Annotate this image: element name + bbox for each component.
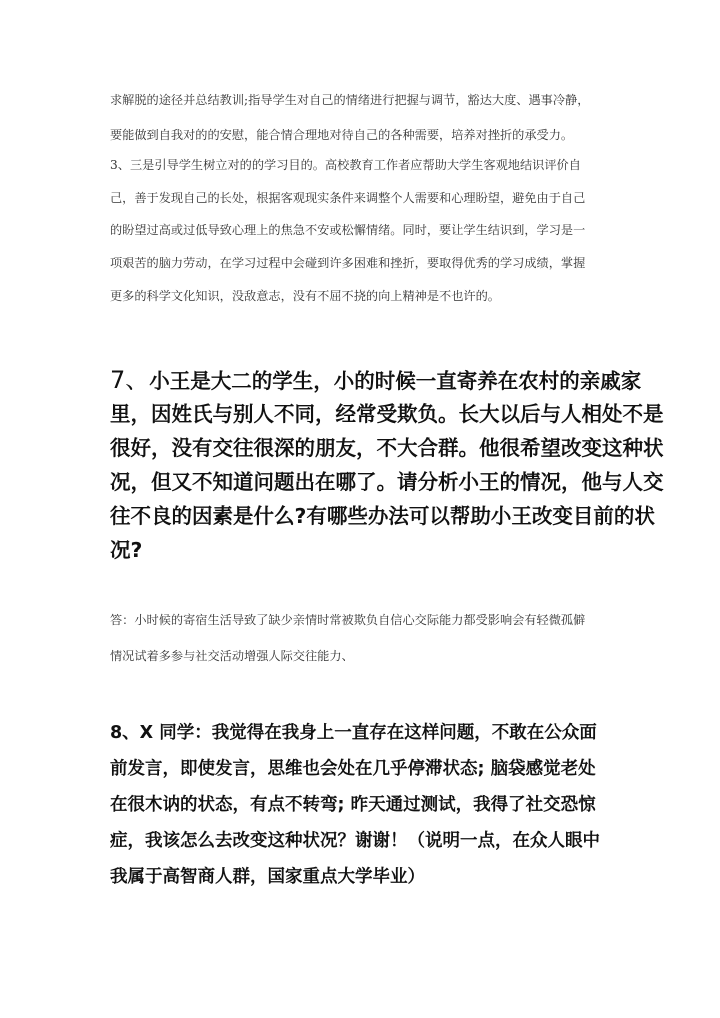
question-7-line: 况，但又不知道问题出在哪了。请分析小王的情况，他与人交	[110, 470, 664, 494]
question-7-number: 7、	[110, 366, 150, 394]
answer-7-line: 答：小时候的寄宿生活导致了缺少亲情时常被欺负自信心交际能力都受影响会有轻微孤僻	[110, 613, 586, 627]
intro-line: 的盼望过高或过低导致心理上的焦急不安或松懈情绪。同时，要让学生结识到，学习是一	[110, 223, 586, 237]
question-7-line: 往不良的因素是什么?有哪些办法可以帮助小王改变目前的状	[110, 504, 655, 528]
intro-line: 己，善于发现自己的长处，根据客观现实条件来调整个人需要和心理盼望，避免由于自己	[110, 191, 586, 205]
intro-line: 求解脱的途径并总结教训;指导学生对自己的情绪进行把握与调节，豁达大度、遇事冷静，	[110, 93, 590, 107]
question-8-line: 我属于高智商人群，国家重点大学毕业）	[110, 867, 425, 887]
intro-line: 项艰苦的脑力劳动，在学习过程中会碰到许多困难和挫折，要取得优秀的学习成绩，掌握	[110, 256, 586, 270]
intro-line: 3、三是引导学生树立对的的学习目的。高校教育工作者应帮助大学生客观地结识评价自	[110, 158, 581, 172]
question-8-line: 症，我该怎么去改变这种状况？谢谢！（说明一点，在众人眼中	[110, 831, 600, 851]
answer-7-line: 情况试着多参与社交活动增强人际交往能力、	[110, 649, 354, 663]
question-8-line: 8、X 同学：我觉得在我身上一直存在这样问题，不敢在公众面	[110, 723, 597, 743]
question-8-line: 在很木讷的状态，有点不转弯; 昨天通过测试，我得了社交恐惊	[110, 795, 596, 815]
question-7-line: 里，因姓氏与别人不同，经常受欺负。长大以后与人相处不是	[110, 402, 664, 426]
question-7-line	[110, 366, 641, 395]
question-7-text: 小王是大二的学生，小的时候一直寄养在农村的亲戚家	[149, 369, 642, 393]
intro-line: 要能做到自我对的的安慰，能合情合理地对待自己的各种需要，培养对挫折的承受力。	[110, 128, 574, 142]
question-8-line: 前发言，即使发言，思维也会处在几乎停滞状态; 脑袋感觉老处	[110, 759, 596, 779]
question-7-line: 很好，没有交往很深的朋友，不大合群。他很希望改变这种状	[110, 436, 664, 460]
intro-line: 更多的科学文化知识，没敌意志，没有不屈不挠的向上精神是不也许的。	[110, 289, 500, 303]
question-7-line: 况?	[110, 538, 143, 562]
